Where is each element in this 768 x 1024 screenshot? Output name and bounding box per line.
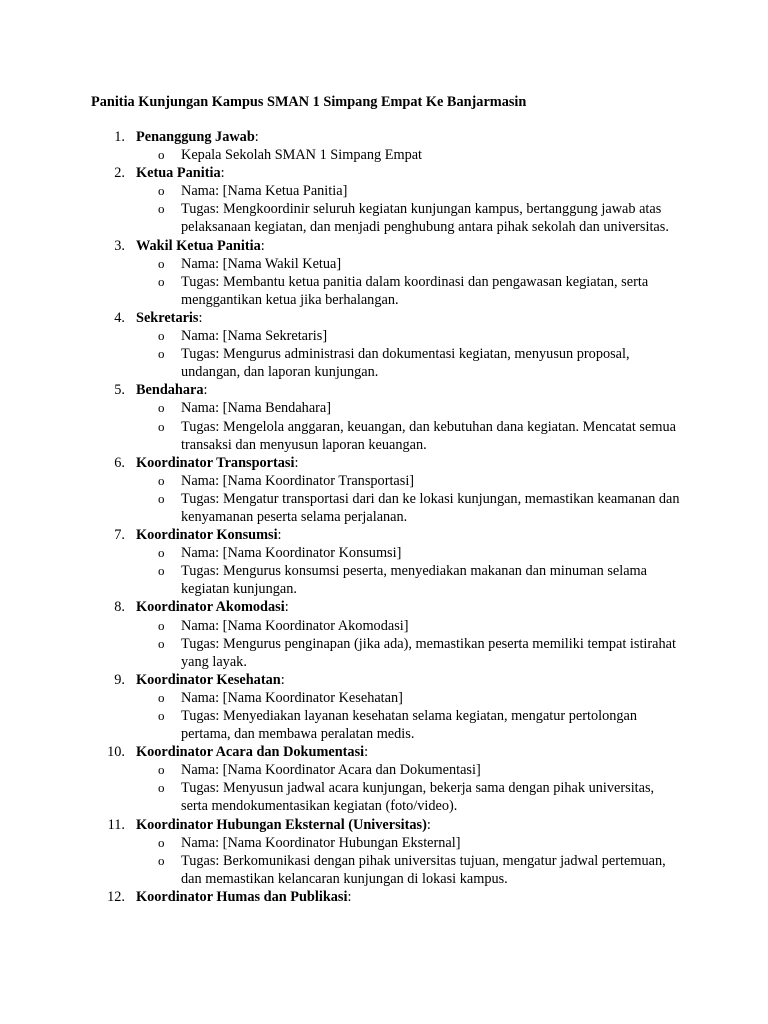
section-role-title: Koordinator Kesehatan xyxy=(136,671,281,688)
section-heading xyxy=(136,381,208,399)
sub-item xyxy=(0,273,768,309)
committee-section xyxy=(0,671,768,743)
section-heading-colon: : xyxy=(284,599,289,616)
section-heading-colon: : xyxy=(254,129,259,145)
section-heading-row xyxy=(0,816,768,834)
section-number: 9. xyxy=(114,671,125,688)
section-heading-colon: : xyxy=(198,309,203,326)
section-heading-colon: : xyxy=(347,888,352,905)
bullet-marker: o xyxy=(158,255,165,271)
bullet-marker: o xyxy=(158,328,165,344)
section-number: 7. xyxy=(114,527,125,544)
bullet-marker: o xyxy=(158,834,165,850)
sub-item-text: Nama: [Nama Ketua Panitia] xyxy=(181,183,348,200)
sub-item-text: Tugas: Berkomunikasi dengan pihak universitas tujuan, mengatur jadwal pertemuan, dan memastikan kelancaran kunjungan di lokasi kampus. xyxy=(181,852,666,887)
bullet-marker: o xyxy=(158,418,165,434)
bullet-marker: o xyxy=(158,563,165,579)
sub-item-text: Nama: [Nama Koordinator Kesehatan] xyxy=(181,689,403,706)
committee-section xyxy=(0,454,768,526)
sub-item xyxy=(0,345,768,381)
bullet-marker: o xyxy=(158,762,165,778)
sub-item-text: Tugas: Mengkoordinir seluruh kegiatan kunjungan kampus, bertanggung jawab atas pelaksanaan kegiatan, dan menjadi penghubung antara pihak sekolah dan universitas. xyxy=(181,201,669,236)
sub-item xyxy=(0,761,768,779)
section-heading-colon: : xyxy=(277,527,282,544)
sub-item-text: Tugas: Mengurus administrasi dan dokumentasi kegiatan, menyusun proposal, undangan, dan laporan kunjungan. xyxy=(181,346,630,381)
bullet-marker: o xyxy=(158,545,165,561)
sub-item xyxy=(0,852,768,888)
committee-section xyxy=(0,743,768,815)
section-role-title: Koordinator Konsumsi xyxy=(136,527,278,544)
section-heading-row xyxy=(0,671,768,689)
sub-item xyxy=(0,707,768,743)
section-number: 6. xyxy=(114,454,125,471)
committee-section xyxy=(0,526,768,598)
sub-item xyxy=(0,472,768,490)
section-heading xyxy=(136,128,259,146)
section-heading xyxy=(136,816,431,834)
section-number: 8. xyxy=(114,599,125,616)
sub-item-text: Nama: [Nama Koordinator Hubungan Eksternal] xyxy=(181,834,461,851)
bullet-marker: o xyxy=(158,635,165,651)
section-heading-colon: : xyxy=(220,165,225,182)
sub-item xyxy=(0,635,768,671)
section-number: 10. xyxy=(107,744,125,761)
bullet-marker: o xyxy=(158,780,165,796)
sub-item xyxy=(0,617,768,635)
section-heading-row xyxy=(0,381,768,399)
section-heading-colon: : xyxy=(426,816,431,833)
section-number: 2. xyxy=(114,165,125,182)
section-number: 4. xyxy=(114,309,125,326)
bullet-marker: o xyxy=(158,273,165,289)
section-heading-row xyxy=(0,237,768,255)
section-number: 3. xyxy=(114,237,125,254)
section-heading xyxy=(136,526,282,544)
sub-item-text: Tugas: Mengelola anggaran, keuangan, dan kebutuhan dana kegiatan. Mencatat semua transaksi dan menyusun laporan keuangan. xyxy=(181,418,676,453)
sub-item-text: Kepala Sekolah SMAN 1 Simpang Empat xyxy=(181,147,423,164)
bullet-marker: o xyxy=(158,400,165,416)
sub-item-text: Nama: [Nama Koordinator Transportasi] xyxy=(181,472,415,489)
section-heading-row xyxy=(0,454,768,472)
section-heading-colon: : xyxy=(364,744,369,761)
bullet-marker: o xyxy=(158,852,165,868)
bullet-marker: o xyxy=(158,708,165,723)
section-heading-row xyxy=(0,598,768,616)
section-role-title: Ketua Panitia xyxy=(136,165,221,182)
sub-item xyxy=(0,200,768,236)
sub-item-text: Nama: [Nama Wakil Ketua] xyxy=(181,255,342,272)
section-role-title: Koordinator Hubungan Eksternal (Universitas) xyxy=(136,816,427,833)
committee-section xyxy=(0,598,768,670)
sub-item xyxy=(0,399,768,417)
section-heading-row xyxy=(0,743,768,761)
bullet-marker: o xyxy=(158,490,165,506)
sub-item xyxy=(0,562,768,598)
section-role-title: Koordinator Transportasi xyxy=(136,454,295,471)
section-heading-row xyxy=(0,526,768,544)
section-heading xyxy=(136,671,285,689)
bullet-marker: o xyxy=(158,346,165,362)
section-number: 12. xyxy=(107,888,125,905)
sub-item xyxy=(0,779,768,815)
sub-item xyxy=(0,490,768,526)
sub-item xyxy=(0,146,768,164)
bullet-marker: o xyxy=(158,472,165,488)
section-heading xyxy=(136,598,289,616)
section-role-title: Penanggung Jawab xyxy=(136,129,255,145)
section-heading-colon: : xyxy=(280,671,285,688)
sub-item-text: Tugas: Mengatur transportasi dari dan ke lokasi kunjungan, memastikan keamanan dan kenyamanan peserta selama perjalanan. xyxy=(181,490,680,525)
sub-item-text: Nama: [Nama Sekretaris] xyxy=(181,328,328,345)
section-number: 5. xyxy=(114,382,125,399)
sub-item-text: Tugas: Menyediakan layanan kesehatan selama kegiatan, mengatur pertolongan pertama, dan membawa peralatan medis. xyxy=(181,708,638,743)
committee-section xyxy=(0,816,768,888)
sub-item xyxy=(0,327,768,345)
committee-section xyxy=(0,237,768,309)
section-heading xyxy=(136,888,351,906)
section-heading-row xyxy=(0,128,768,146)
section-role-title: Koordinator Akomodasi xyxy=(136,599,285,616)
sub-item xyxy=(0,689,768,707)
sub-item-text: Tugas: Mengurus konsumsi peserta, menyediakan makanan dan minuman selama kegiatan kunjungan. xyxy=(181,563,648,598)
committee-list xyxy=(0,128,768,906)
section-number: 11. xyxy=(107,816,125,833)
sub-item-text: Nama: [Nama Koordinator Konsumsi] xyxy=(181,545,402,562)
bullet-marker: o xyxy=(158,183,165,199)
section-number: 1. xyxy=(114,129,125,145)
section-heading xyxy=(136,743,368,761)
committee-section xyxy=(0,888,768,906)
committee-section xyxy=(0,128,768,164)
bullet-marker: o xyxy=(158,617,165,633)
sub-item-text: Nama: [Nama Koordinator Acara dan Dokumentasi] xyxy=(181,762,481,779)
sub-item-text: Tugas: Membantu ketua panitia dalam koordinasi dan pengawasan kegiatan, serta menggantikan ketua jika berhalangan. xyxy=(181,273,649,308)
section-heading-colon: : xyxy=(294,454,299,471)
sub-item xyxy=(0,834,768,852)
committee-section xyxy=(0,309,768,381)
section-heading-colon: : xyxy=(203,382,208,399)
section-heading xyxy=(136,454,298,472)
bullet-marker: o xyxy=(158,201,165,217)
section-role-title: Koordinator Acara dan Dokumentasi xyxy=(136,744,365,761)
section-heading-row xyxy=(0,164,768,182)
sub-item-text: Tugas: Mengurus penginapan (jika ada), memastikan peserta memiliki tempat istirahat yang layak. xyxy=(181,635,676,670)
section-heading-colon: : xyxy=(260,237,265,254)
bullet-marker: o xyxy=(158,147,165,163)
sub-item xyxy=(0,255,768,273)
section-heading-row xyxy=(0,309,768,327)
document-title: Panitia Kunjungan Kampus SMAN 1 Simpang Empat Ke Banjarmasin xyxy=(91,94,527,110)
section-heading xyxy=(136,309,202,327)
section-role-title: Sekretaris xyxy=(136,309,199,326)
committee-section xyxy=(0,381,768,453)
section-role-title: Bendahara xyxy=(136,382,204,399)
bullet-marker: o xyxy=(158,689,165,705)
section-heading xyxy=(136,164,225,182)
sub-item xyxy=(0,182,768,200)
section-role-title: Wakil Ketua Panitia xyxy=(136,237,261,254)
sub-item xyxy=(0,544,768,562)
sub-item-text: Tugas: Menyusun jadwal acara kunjungan, bekerja sama dengan pihak universitas, serta mendokumentasikan kegiatan (foto/video). xyxy=(181,780,655,815)
section-role-title: Koordinator Humas dan Publikasi xyxy=(136,888,348,905)
section-heading-row xyxy=(0,888,768,906)
sub-item-text: Nama: [Nama Bendahara] xyxy=(181,400,332,417)
committee-section xyxy=(0,164,768,236)
section-heading xyxy=(136,237,265,255)
sub-item xyxy=(0,418,768,454)
sub-item-text: Nama: [Nama Koordinator Akomodasi] xyxy=(181,617,409,634)
